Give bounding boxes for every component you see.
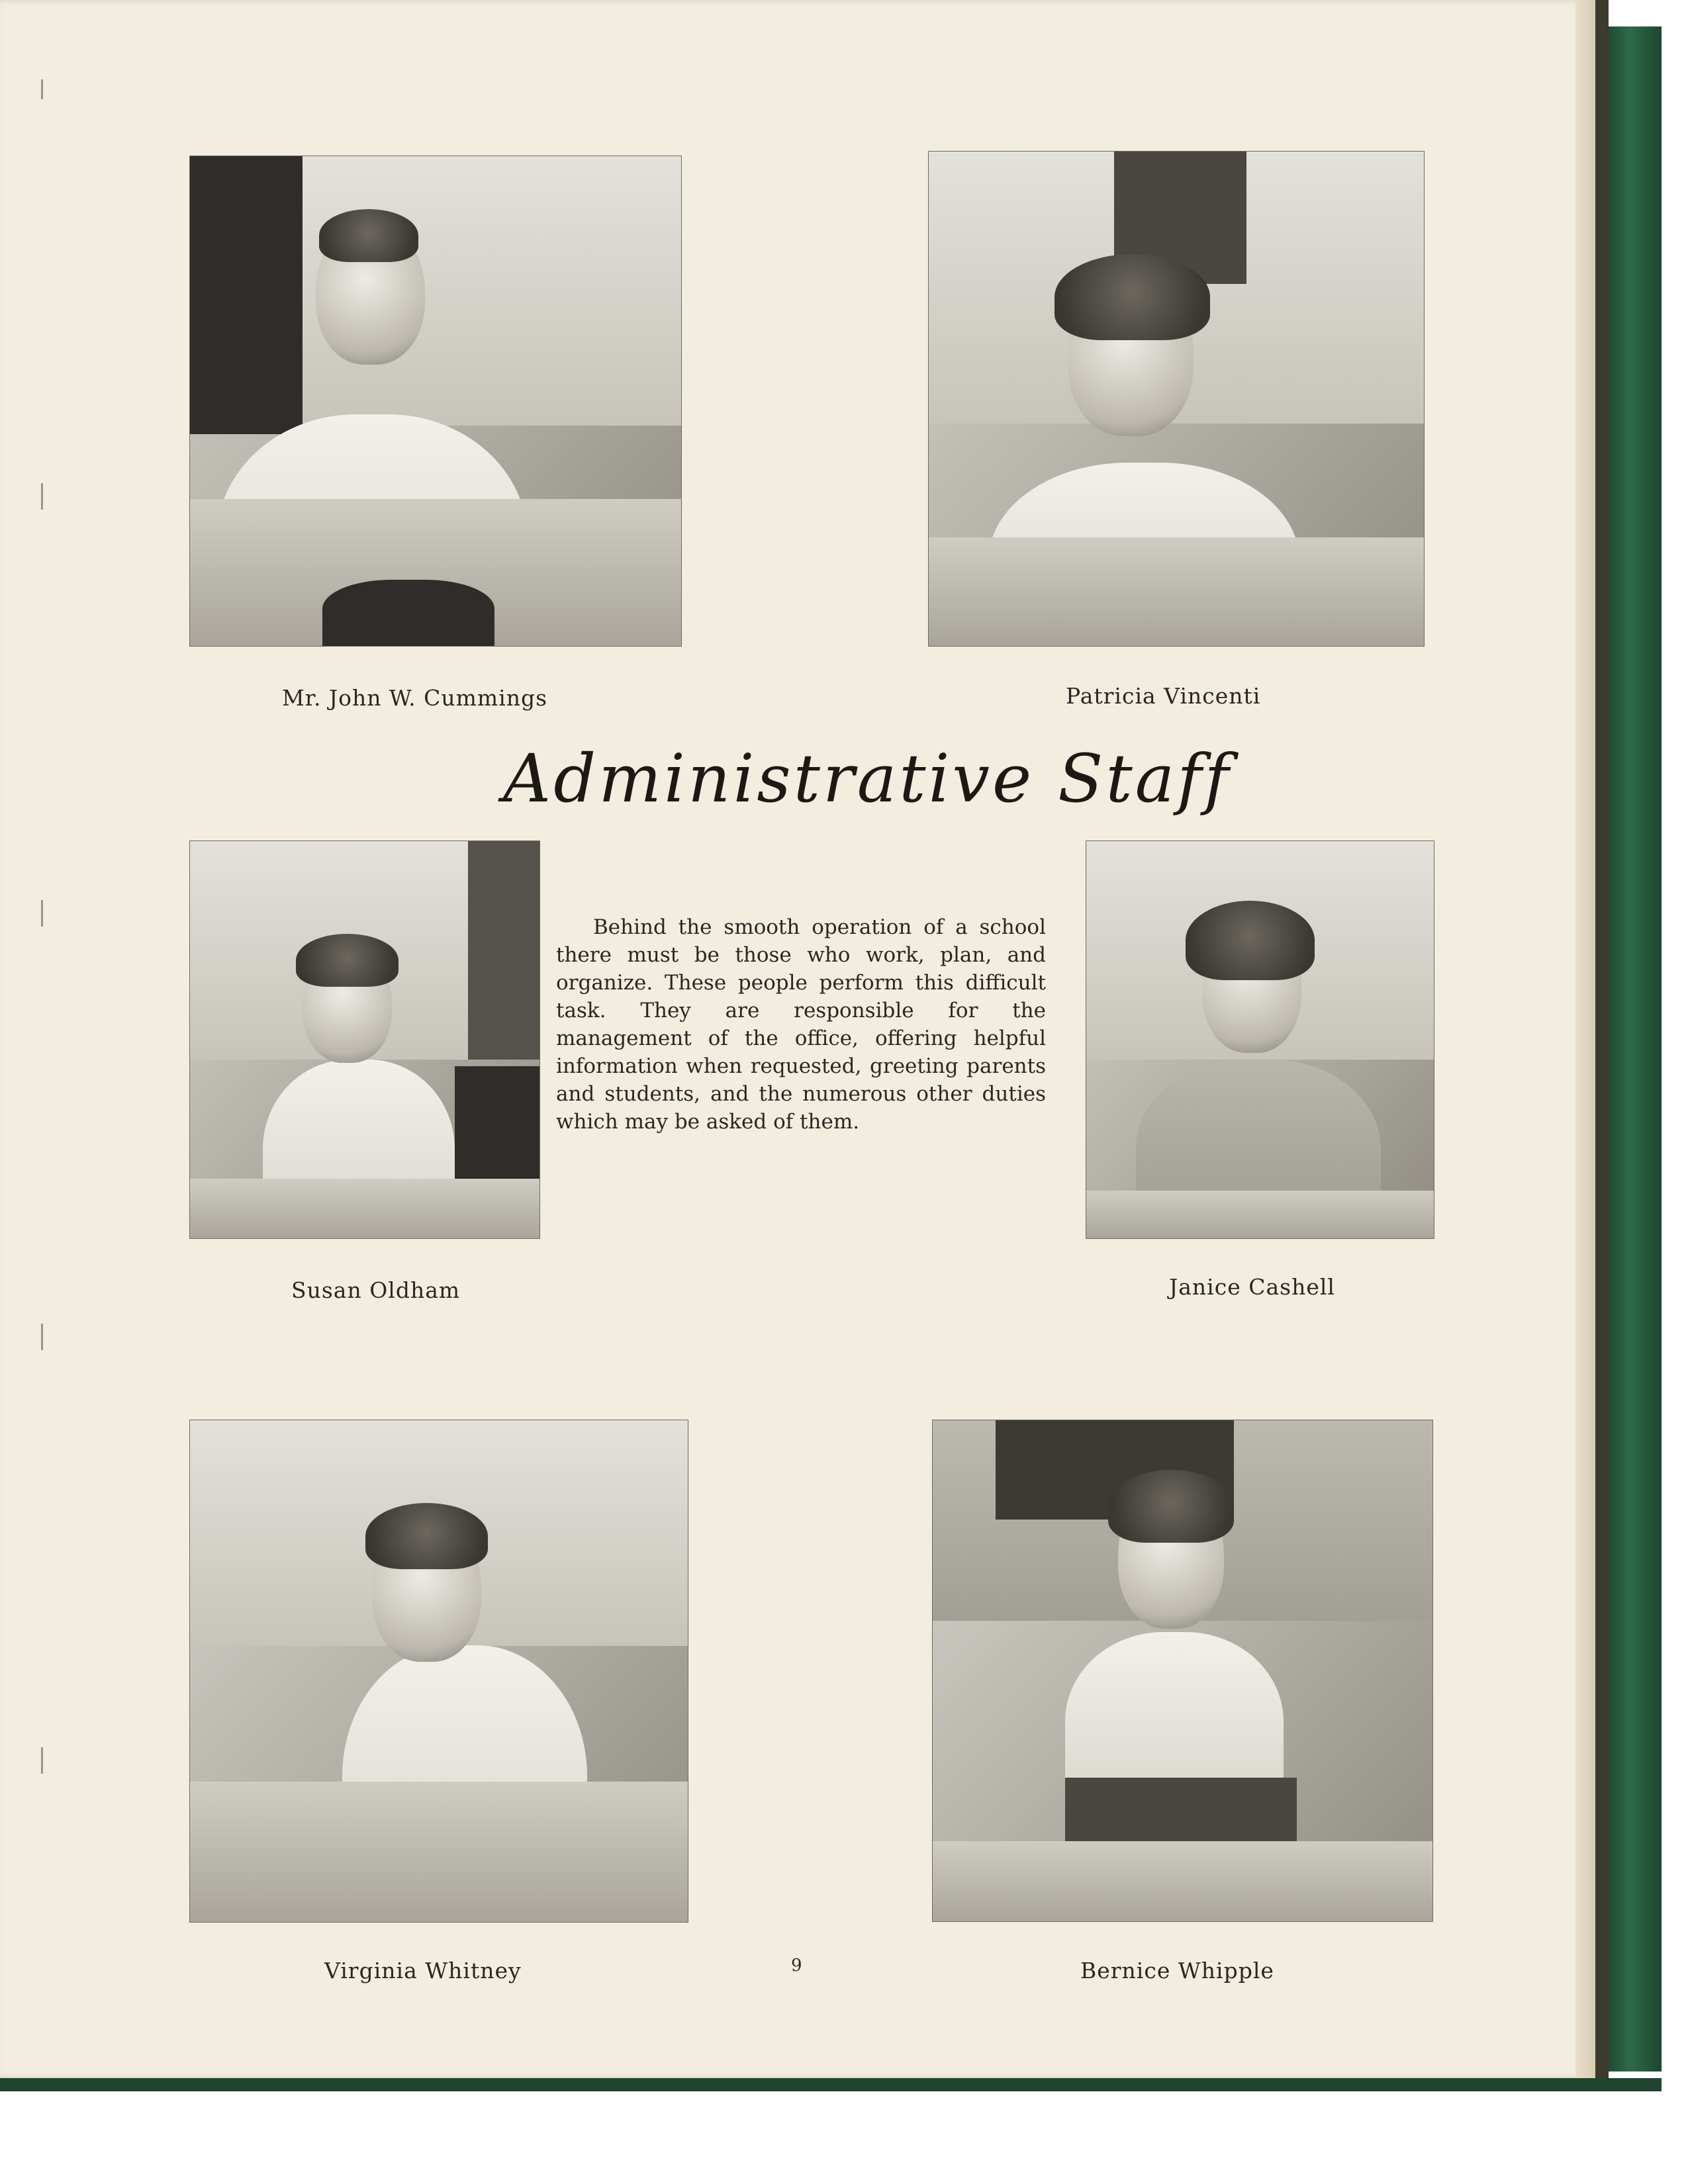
staff-photo-whipple xyxy=(932,1420,1433,1922)
staff-name-caption: Patricia Vincenti xyxy=(1066,683,1261,709)
margin-mark xyxy=(41,1324,43,1350)
staff-photo-vincenti xyxy=(928,151,1425,647)
margin-mark xyxy=(41,79,43,99)
book-spine-shadow xyxy=(1595,0,1609,2078)
page-edge xyxy=(1575,0,1595,2078)
staff-name-caption: Virginia Whitney xyxy=(324,1958,522,1983)
staff-photo-whitney xyxy=(189,1420,688,1923)
margin-mark xyxy=(41,900,43,927)
page-number: 9 xyxy=(791,1956,802,1976)
staff-photo-cummings xyxy=(189,156,682,647)
staff-name-caption: Janice Cashell xyxy=(1169,1274,1335,1300)
book-cover-bottom xyxy=(0,2078,1662,2091)
intro-paragraph: Behind the smooth operation of a school there must be those who work, plan, and organize. These people perform this difficult task. They are responsible for the management of the office, offering helpful information when requested, greeting parents and students, and the numerous other duties which may be asked of them. xyxy=(556,915,1046,1134)
book-cover-edge xyxy=(1609,26,1662,2071)
margin-mark xyxy=(41,1747,43,1774)
staff-photo-oldham xyxy=(189,841,540,1239)
staff-name-caption: Susan Oldham xyxy=(291,1277,461,1303)
staff-name-caption: Mr. John W. Cummings xyxy=(282,685,548,711)
staff-photo-cashell xyxy=(1086,841,1434,1239)
page-title: Administrative Staff xyxy=(503,740,1232,817)
margin-mark xyxy=(41,483,43,510)
staff-name-caption: Bernice Whipple xyxy=(1080,1958,1274,1983)
